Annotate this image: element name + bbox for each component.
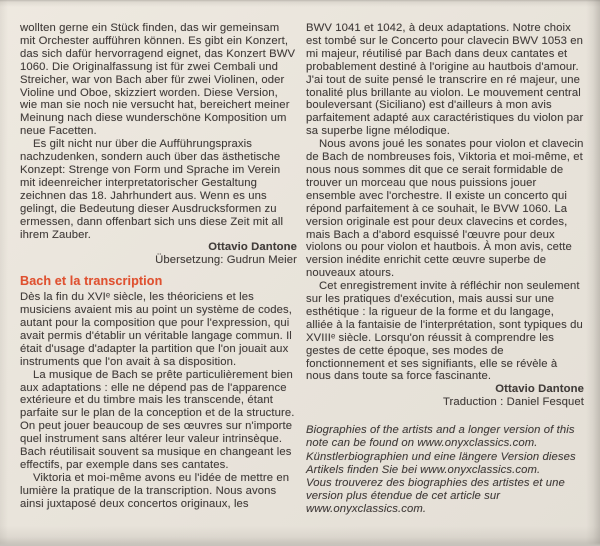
german-paragraph: wollten gerne ein Stück finden, das wir gemeinsam mit Orchester aufführen können. Es gibt ein Konzert, das sich dafür hervorragend eignet, das Konzert BWV 1060. Die Originalfassung ist für zwei Cembali und Streicher, war von Bach aber für zwei Violinen, oder Violine und Oboe, skizziert worden. Diese Version, wie man sie noch nie versucht hat, bereichert meiner Meinung nach diese wunderschöne Komposition um neue Facetten. — [20, 22, 296, 138]
footer-note-french: Vous trouverez des biographies des artistes et une version plus étendue de cet article sur www.onyxclassics.com. — [306, 477, 565, 516]
footer-note-english: Biographies of the artists and a longer version of this note can be found on www.onyxclassics.com. — [306, 424, 575, 450]
left-column — [20, 22, 297, 517]
translation-credit-french: Traduction : Daniel Fesquet — [442, 396, 584, 409]
signature-french: Ottavio Dantone — [495, 383, 584, 396]
footer-notes — [306, 424, 584, 516]
french-paragraph: Viktoria et moi-même avons eu l'idée de mettre en lumière la pratique de la transcription. Nous avons ainsi juxtaposé deux concertos originaux, les — [20, 471, 290, 510]
french-paragraph: Cet enregistrement invite à réfléchir non seulement sur les pratiques d'exécution, mais aussi sur une esthétique : la rigueur de la forme et du langage, alliée à la fantaisie de l'interprétation, sont typiques du XVIIIᵉ siècle. Lorsqu'on réussit à comprendre les gestes de cette époque, ses modes de fonctionnement et ses signifiants, elle se révèle à nous dans toute sa force fascinante. — [306, 280, 583, 383]
french-paragraph: BWV 1041 et 1042, à deux adaptations. Notre choix est tombé sur le Concerto pour clavecin BWV 1053 en mi majeur, réutilisé par Bach dans deux cantates et probablement destiné à l'origine au hautbois d'amour. J'ai tout de suite pensé le transcrire en ré majeur, une tonalité plus brillante au violon. Le mouvement central bouleversant (Siciliano) est d'ailleurs à mon avis parfaitement adapté aux caractéristiques du violon par sa superbe ligne mélodique. — [306, 22, 584, 138]
translation-credit-german: Übersetzung: Gudrun Meier — [155, 254, 297, 267]
german-paragraph: Es gilt nicht nur über die Aufführungspraxis nachzudenken, sondern auch über das ästhetische Konzept: Strenge von Form und Sprache im Verein mit ideenreicher interpretatorischer Gestaltung zeichnen das 18. Jahrhundert aus. Wenn es uns gelingt, die Bedeutung dieser Ausdrucksformen zu ermessen, dann offenbart sich uns diese Zeit mit all ihrem Zauber. — [20, 138, 284, 241]
french-paragraph: La musique de Bach se prête particulièrement bien aux adaptations : elle ne dépend pas de l'apparence extérieure et du timbre mais les transcende, étant parfaite sur le plan de la conception et de la structure. On peut jouer beaucoup de ses œuvres sur n'importe quel instrument sans altérer leur valeur intrinsèque. Bach réutilisait souvent sa musique en changeant les effectifs, par exemple dans ses cantates. — [20, 368, 295, 471]
footer-note-german: Künstlerbiographien und eine längere Version dieses Artikels finden Sie bei www.onyxclassics.com. — [306, 450, 576, 476]
signature-german: Ottavio Dantone — [208, 241, 297, 254]
french-paragraph: Nous avons joué les sonates pour violon et clavecin de Bach de nombreuses fois, Viktoria et moi-même, et nous nous sommes dit que ce serait formidable de trouver un morceau que nous puissions jouer ensemble avec l'orchestre. Il existe un concerto qui répond parfaitement à ce souhait, le BVW 1060. La version originale est pour deux clavecins et cordes, mais Bach a d'abord esquissé l'œuvre pour deux violons ou pour violon et hautbois. À mon avis, cette version inédite enrichit cette œuvre superbe de nouveaux atours. — [306, 138, 584, 280]
right-column — [306, 22, 584, 517]
french-paragraph: Dès la fin du XVIᵉ siècle, les théoriciens et les musiciens avaient mis au point un système de codes, autant pour la composition que pour l'expression, qui avait permis d'établir un véritable langage commun. Il était d'usage d'adapter la partition que l'on jouait aux instruments que l'on avait à sa disposition. — [20, 291, 292, 368]
section-heading: Bach et la transcription — [20, 274, 163, 289]
